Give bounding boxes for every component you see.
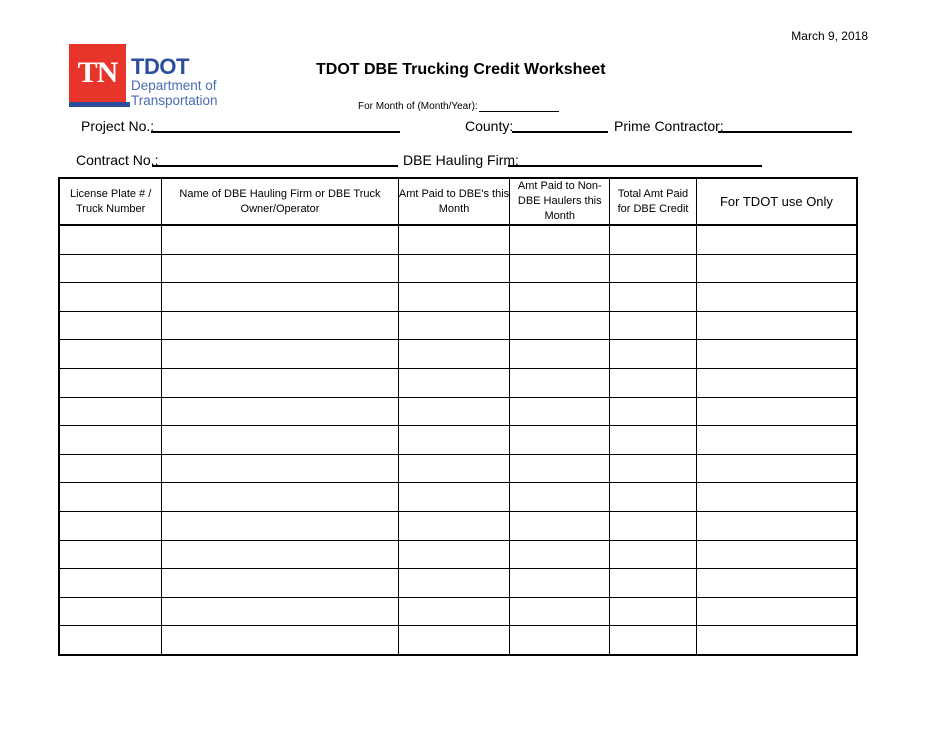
table-cell[interactable] [59, 426, 162, 455]
tdot-logo [69, 44, 229, 110]
table-row [59, 483, 857, 512]
table-row [59, 626, 857, 655]
table-cell[interactable] [162, 454, 398, 483]
table-cell[interactable] [610, 626, 697, 655]
county-label: County: [465, 118, 514, 134]
table-header-row [59, 178, 857, 225]
table-cell[interactable] [696, 311, 857, 340]
table-cell[interactable] [162, 225, 398, 254]
table-cell[interactable] [59, 311, 162, 340]
table-cell[interactable] [59, 368, 162, 397]
table-cell[interactable] [696, 483, 857, 512]
table-cell[interactable] [59, 626, 162, 655]
table-row [59, 283, 857, 312]
table-cell[interactable] [162, 626, 398, 655]
table-cell[interactable] [398, 511, 510, 540]
table-cell[interactable] [59, 397, 162, 426]
table-cell[interactable] [162, 511, 398, 540]
table-cell[interactable] [696, 368, 857, 397]
column-header: For TDOT use Only [696, 178, 857, 225]
logo-line2: Transportation [131, 93, 218, 108]
table-cell[interactable] [610, 540, 697, 569]
table-cell[interactable] [510, 254, 610, 283]
table-cell[interactable] [398, 483, 510, 512]
column-header: Name of DBE Hauling Firm or DBE Truck Owner/Operator [162, 178, 398, 225]
table-cell[interactable] [162, 254, 398, 283]
table-cell[interactable] [398, 368, 510, 397]
table-cell[interactable] [59, 340, 162, 369]
table-cell[interactable] [610, 569, 697, 598]
table-cell[interactable] [162, 368, 398, 397]
table-cell[interactable] [510, 397, 610, 426]
table-row [59, 597, 857, 626]
table-cell[interactable] [510, 511, 610, 540]
table-cell[interactable] [510, 311, 610, 340]
table-cell[interactable] [510, 483, 610, 512]
table-cell[interactable] [398, 597, 510, 626]
table-cell[interactable] [696, 540, 857, 569]
table-cell[interactable] [398, 426, 510, 455]
table-cell[interactable] [696, 225, 857, 254]
table-row [59, 225, 857, 254]
table-cell[interactable] [696, 397, 857, 426]
logo-line1: Department of [131, 78, 217, 93]
table-cell[interactable] [398, 540, 510, 569]
table-cell[interactable] [398, 454, 510, 483]
table-cell[interactable] [510, 426, 610, 455]
table-row [59, 569, 857, 598]
table-cell[interactable] [696, 254, 857, 283]
prime-contractor-label: Prime Contractor: [614, 118, 724, 134]
table-cell[interactable] [610, 397, 697, 426]
column-header: Amt Paid to Non-DBE Haulers this Month [510, 178, 610, 225]
table-row [59, 454, 857, 483]
table-cell[interactable] [59, 483, 162, 512]
project-no-label: Project No.: [81, 118, 155, 134]
table-cell[interactable] [610, 340, 697, 369]
table-cell[interactable] [510, 368, 610, 397]
month-label: For Month of (Month/Year): [358, 101, 478, 112]
table-cell[interactable] [162, 483, 398, 512]
logo-dot [126, 102, 130, 107]
table-cell[interactable] [510, 540, 610, 569]
table-cell[interactable] [510, 225, 610, 254]
table-cell[interactable] [610, 483, 697, 512]
table-cell[interactable] [510, 340, 610, 369]
table-cell[interactable] [398, 254, 510, 283]
table-cell[interactable] [610, 511, 697, 540]
logo-name: TDOT [131, 54, 189, 79]
table-cell[interactable] [696, 597, 857, 626]
table-cell[interactable] [510, 569, 610, 598]
table-row [59, 397, 857, 426]
table-cell[interactable] [162, 597, 398, 626]
table-cell[interactable] [59, 569, 162, 598]
table-row [59, 340, 857, 369]
table-cell[interactable] [59, 225, 162, 254]
table-cell[interactable] [398, 340, 510, 369]
dbe-hauling-firm-field[interactable] [508, 165, 762, 167]
table-cell[interactable] [162, 283, 398, 312]
dbe-hauling-firm-label: DBE Hauling Firm: [403, 152, 519, 168]
table-cell[interactable] [398, 283, 510, 312]
table-row [59, 311, 857, 340]
table-cell[interactable] [59, 597, 162, 626]
table-cell[interactable] [59, 540, 162, 569]
table-row [59, 426, 857, 455]
table-cell[interactable] [696, 626, 857, 655]
table-cell[interactable] [696, 569, 857, 598]
table-cell[interactable] [398, 397, 510, 426]
table-cell[interactable] [59, 454, 162, 483]
table-cell[interactable] [610, 283, 697, 312]
contract-no-label: Contract No.: [76, 152, 159, 168]
table-cell[interactable] [610, 254, 697, 283]
column-header: Amt Paid to DBE's this Month [398, 178, 510, 225]
table-cell[interactable] [162, 311, 398, 340]
table-cell[interactable] [696, 283, 857, 312]
table-cell[interactable] [162, 340, 398, 369]
table-cell[interactable] [162, 397, 398, 426]
table-cell[interactable] [510, 597, 610, 626]
table-cell[interactable] [398, 569, 510, 598]
trucking-credit-table [58, 177, 858, 656]
table-cell[interactable] [398, 311, 510, 340]
table-cell[interactable] [162, 540, 398, 569]
table-cell[interactable] [610, 597, 697, 626]
table-cell[interactable] [610, 426, 697, 455]
table-row [59, 254, 857, 283]
table-cell[interactable] [696, 340, 857, 369]
table-cell[interactable] [696, 454, 857, 483]
table-row [59, 368, 857, 397]
table-cell[interactable] [59, 283, 162, 312]
table-cell[interactable] [398, 225, 510, 254]
table-cell[interactable] [696, 426, 857, 455]
table-row [59, 540, 857, 569]
table-cell[interactable] [398, 626, 510, 655]
column-header: License Plate # / Truck Number [59, 178, 162, 225]
tn-logo-box: TN [69, 44, 126, 102]
page-title: TDOT DBE Trucking Credit Worksheet [316, 61, 606, 78]
table-cell[interactable] [510, 283, 610, 312]
table-cell[interactable] [610, 368, 697, 397]
table-cell[interactable] [510, 454, 610, 483]
table-cell[interactable] [59, 511, 162, 540]
logo-bar [69, 102, 126, 107]
project-no-field[interactable] [151, 131, 400, 133]
county-field[interactable] [512, 131, 608, 133]
document-date: March 9, 2018 [791, 29, 868, 43]
table-cell[interactable] [162, 569, 398, 598]
table-row [59, 511, 857, 540]
table-cell[interactable] [696, 511, 857, 540]
contract-no-field[interactable] [152, 165, 398, 167]
table-cell[interactable] [610, 311, 697, 340]
column-header: Total Amt Paid for DBE Credit [610, 178, 697, 225]
table-cell[interactable] [59, 254, 162, 283]
month-field[interactable] [479, 111, 559, 112]
table-cell[interactable] [610, 225, 697, 254]
prime-contractor-field[interactable] [718, 131, 852, 133]
table-cell[interactable] [162, 426, 398, 455]
table-cell[interactable] [610, 454, 697, 483]
table-cell[interactable] [510, 626, 610, 655]
